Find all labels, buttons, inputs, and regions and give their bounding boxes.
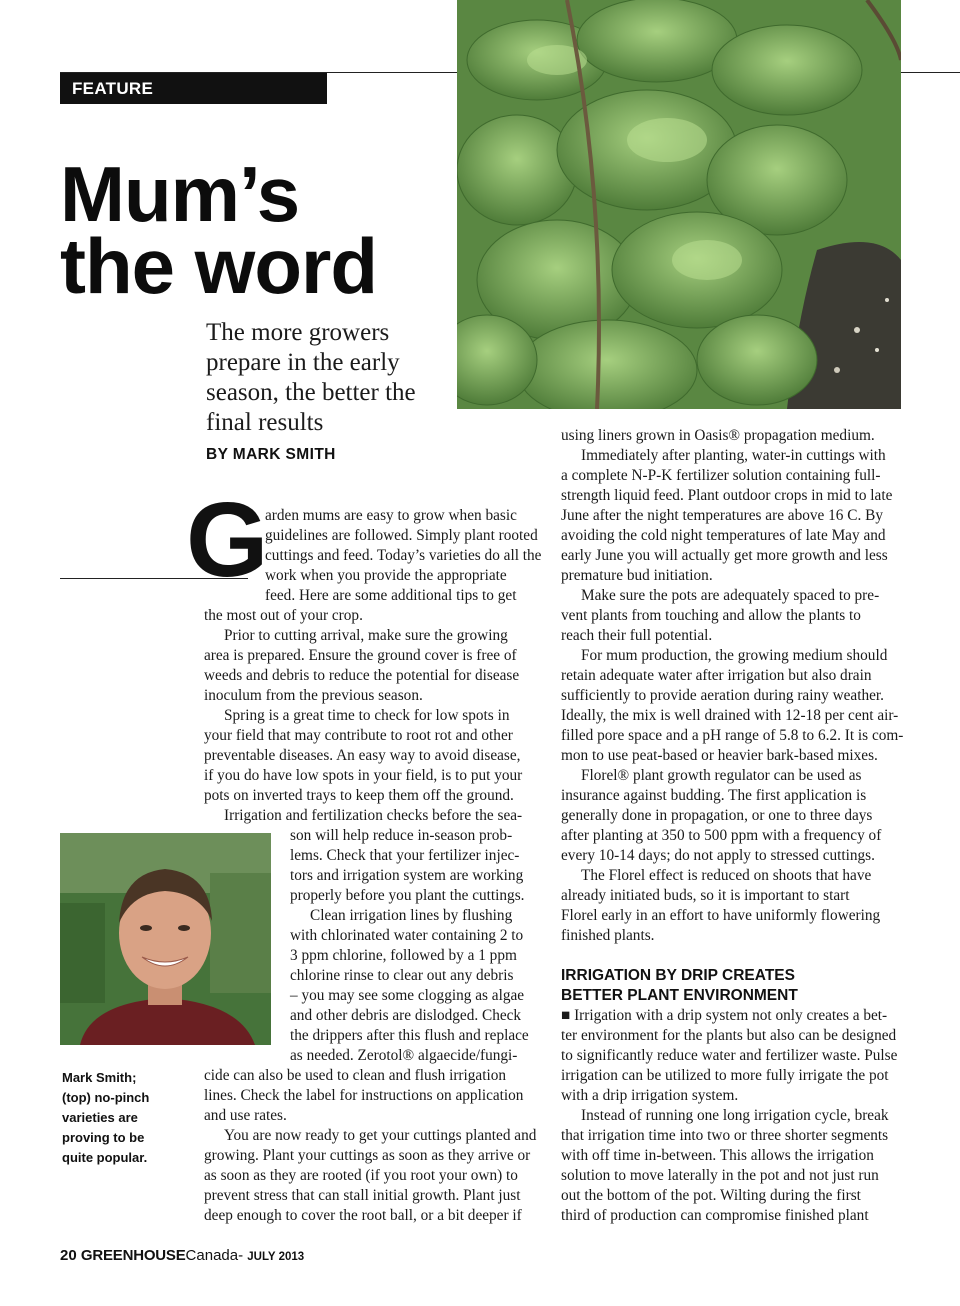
subhead-line: IRRIGATION BY DRIP CREATES bbox=[561, 967, 795, 984]
paragraph-effect bbox=[561, 866, 906, 946]
text-line: strength liquid feed. Plant outdoor crops in mid to late bbox=[561, 487, 893, 504]
right-column-bottom bbox=[561, 1006, 906, 1226]
text-line: sufficiently to provide aeration during rainy weather. bbox=[561, 687, 884, 704]
text-line: retain adequate water after irrigation but also drain bbox=[561, 667, 872, 684]
text-line: growing. Plant your cuttings as soon as they arrive or bbox=[204, 1147, 531, 1164]
text-line: chlorine rinse to clear out any debris bbox=[290, 967, 514, 984]
text-line: Spring is a great time to check for low spots in bbox=[224, 707, 510, 724]
paragraph-drip bbox=[561, 1006, 906, 1106]
paragraph-spring bbox=[204, 706, 550, 806]
text-line: cuttings and feed. Today’s varieties do all the bbox=[265, 547, 542, 564]
footer-separator: - bbox=[238, 1247, 244, 1264]
text-line: Florel early in an effort to have uniformly flowering bbox=[561, 907, 881, 924]
text-line: ■ Irrigation with a drip system not only creates a bet- bbox=[561, 1007, 888, 1024]
text-line: your field that may contribute to root rot and other bbox=[204, 727, 513, 744]
text-line: mon to use peat-based or heavier bark-based mixes. bbox=[561, 747, 878, 764]
text-line: Make sure the pots are adequately spaced to pre- bbox=[581, 587, 880, 604]
text-line: You are now ready to get your cuttings planted and bbox=[224, 1127, 537, 1144]
caption-line: Mark Smith; bbox=[62, 1070, 137, 1085]
text-line: insurance against budding. The first application is bbox=[561, 787, 867, 804]
drop-cap: G bbox=[186, 481, 269, 599]
text-line: out the bottom of the pot. Wilting during the first bbox=[561, 1187, 861, 1204]
page-footer bbox=[60, 1247, 304, 1266]
text-line: tors and irrigation system are working bbox=[290, 867, 524, 884]
text-line: to significantly reduce water and fertilizer waste. Pulse bbox=[561, 1047, 898, 1064]
text-line: with off time in-between. This allows the irrigation bbox=[561, 1147, 874, 1164]
byline: BY MARK SMITH bbox=[206, 446, 336, 463]
plant-photo bbox=[457, 0, 901, 409]
caption-line: quite popular. bbox=[62, 1150, 148, 1165]
text-line: every 10-14 days; do not apply to stressed cuttings. bbox=[561, 847, 875, 864]
magazine-name-regular: Canada bbox=[185, 1247, 239, 1264]
right-column-top bbox=[561, 426, 906, 946]
paragraph-immediately bbox=[561, 446, 906, 586]
text-line: deep enough to cover the root ball, or a bit deeper if bbox=[204, 1207, 522, 1224]
text-line: already initiated buds, so it is important to start bbox=[561, 887, 850, 904]
text-line: vent plants from touching and allow the plants to bbox=[561, 607, 861, 624]
subhead-line: BETTER PLANT ENVIRONMENT bbox=[561, 987, 798, 1004]
text-line: that irrigation time into two or three shorter segments bbox=[561, 1127, 889, 1144]
headline-line-1: Mum’s bbox=[60, 150, 300, 238]
magazine-name-bold: GREENHOUSE bbox=[80, 1247, 186, 1264]
text-line: area is prepared. Ensure the ground cover is free of bbox=[204, 647, 517, 664]
text-line: generally done in propagation, or one to three days bbox=[561, 807, 873, 824]
author-photo bbox=[60, 833, 271, 1045]
page-number: 20 bbox=[60, 1247, 77, 1264]
paragraph-ready bbox=[204, 1126, 550, 1226]
text-line: prevent stress that can stall initial growth. Plant just bbox=[204, 1187, 521, 1204]
text-line: – you may see some clogging as algae bbox=[290, 987, 525, 1004]
text-line: avoiding the cold night temperatures of late May and bbox=[561, 527, 886, 544]
text-line: arden mums are easy to grow when basic bbox=[265, 507, 517, 524]
caption-line: (top) no-pinch bbox=[62, 1090, 150, 1105]
text-line: inoculum from the previous season. bbox=[204, 687, 423, 704]
paragraph-instead bbox=[561, 1106, 906, 1226]
text-line: filled pore space and a pH range of 5.8 to 6.2. It is com- bbox=[561, 727, 904, 744]
intro-paragraph-indented bbox=[265, 506, 550, 606]
text-line: and use rates. bbox=[204, 1107, 287, 1124]
text-line: Clean irrigation lines by flushing bbox=[310, 907, 513, 924]
text-line: and other debris are dislodged. Check bbox=[290, 1007, 522, 1024]
text-line: reach their full potential. bbox=[561, 627, 713, 644]
paragraph-medium bbox=[561, 646, 906, 766]
text-line: June after the night temperatures are above 16 C. By bbox=[561, 507, 883, 524]
headline bbox=[60, 150, 460, 310]
text-line: finished plants. bbox=[561, 927, 655, 944]
text-line: guidelines are followed. Simply plant rooted bbox=[265, 527, 538, 544]
text-line: with chlorinated water containing 2 to bbox=[290, 927, 524, 944]
text-line: as soon as they are rooted (if you root your own) to bbox=[204, 1167, 518, 1184]
text-line: a complete N-P-K fertilizer solution containing full- bbox=[561, 467, 881, 484]
text-line: if you do have low spots in your field, is to put your bbox=[204, 767, 523, 784]
deck: The more growers prepare in the early season, the better the final results bbox=[206, 319, 416, 436]
caption-line: proving to be bbox=[62, 1130, 145, 1145]
plant-illustration bbox=[457, 0, 901, 409]
paragraph-prior bbox=[204, 626, 550, 706]
issue-date: JULY 2013 bbox=[247, 1251, 305, 1263]
text-line: work when you provide the appropriate bbox=[265, 567, 507, 584]
text-line: after planting at 350 to 500 ppm with a frequency of bbox=[561, 827, 882, 844]
text-line: Prior to cutting arrival, make sure the growing bbox=[224, 627, 508, 644]
text-line: Florel® plant growth regulator can be used as bbox=[581, 767, 862, 784]
text-line: using liners grown in Oasis® propagation medium. bbox=[561, 427, 875, 444]
text-line: Irrigation and fertilization checks before the sea- bbox=[224, 807, 523, 824]
text-line: son will help reduce in-season prob- bbox=[290, 827, 513, 844]
text-line: Ideally, the mix is well drained with 12-18 per cent air- bbox=[561, 707, 899, 724]
text-line: 3 ppm chlorine, followed by a 1 ppm bbox=[290, 947, 517, 964]
text-line: with a drip irrigation system. bbox=[561, 1087, 739, 1104]
section-label: FEATURE bbox=[60, 73, 327, 104]
section-subhead bbox=[561, 966, 861, 1006]
author-portrait bbox=[60, 833, 271, 1045]
caption-line: varieties are bbox=[62, 1110, 138, 1125]
text-line: feed. Here are some additional tips to get bbox=[265, 587, 517, 604]
text-line: early June you will actually get more growth and less bbox=[561, 547, 888, 564]
text-line: premature bud initiation. bbox=[561, 567, 713, 584]
text-line: preventable diseases. An easy way to avoid disease, bbox=[204, 747, 521, 764]
photo-caption bbox=[62, 1068, 182, 1168]
text-line: lems. Check that your fertilizer injec- bbox=[290, 847, 520, 864]
text-line: the drippers after this flush and replace bbox=[290, 1027, 529, 1044]
text-line: For mum production, the growing medium should bbox=[581, 647, 888, 664]
text-line: irrigation can be utilized to more fully irrigate the pot bbox=[561, 1067, 889, 1084]
text-line: as needed. Zerotol® algaecide/fungi- bbox=[290, 1047, 518, 1064]
text-line: solution to move laterally in the pot and not just run bbox=[561, 1167, 879, 1184]
text-line: cide can also be used to clean and flush irrigation bbox=[204, 1067, 507, 1084]
text-line: properly before you plant the cuttings. bbox=[290, 887, 525, 904]
text-line: weeds and debris to reduce the potential for disease bbox=[204, 667, 520, 684]
text-line: lines. Check the label for instructions on application bbox=[204, 1087, 524, 1104]
text-line: The Florel effect is reduced on shoots that have bbox=[581, 867, 872, 884]
text-line: Instead of running one long irrigation cycle, break bbox=[581, 1107, 889, 1124]
text-line: pots on inverted trays to keep them off the ground. bbox=[204, 787, 514, 804]
text-line: the most out of your crop. bbox=[204, 607, 363, 624]
text-line: ter environment for the plants but also can be designed bbox=[561, 1027, 897, 1044]
text-line: Immediately after planting, water-in cuttings with bbox=[581, 447, 886, 464]
text-line: third of production can compromise finished plant bbox=[561, 1207, 869, 1224]
headline-line-2: the word bbox=[60, 222, 377, 310]
header-rule-right bbox=[900, 72, 960, 73]
paragraph-spaced bbox=[561, 586, 906, 646]
paragraph-florel bbox=[561, 766, 906, 866]
